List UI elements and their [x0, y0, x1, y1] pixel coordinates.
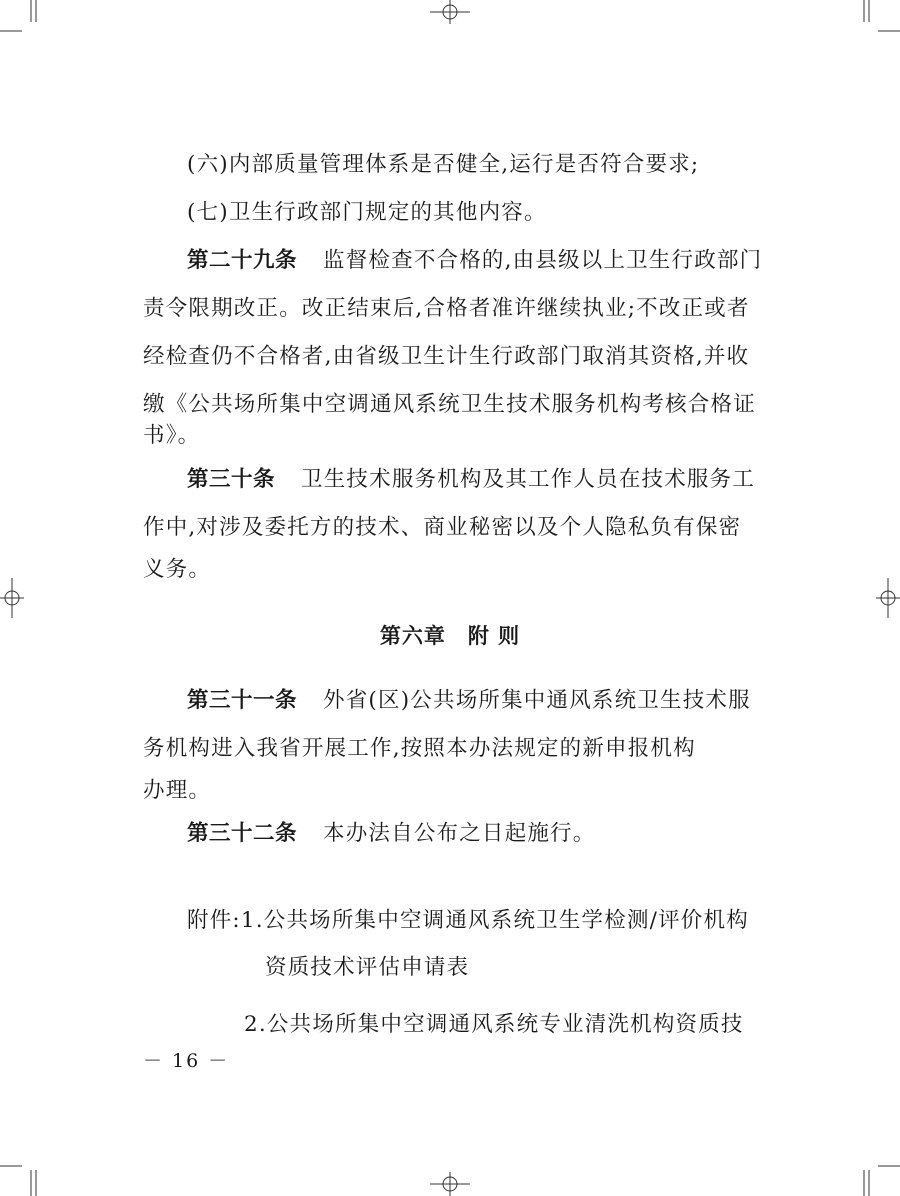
- text-line: [187, 686, 900, 716]
- line-text: 本办法自公布之日起施行。: [323, 821, 596, 846]
- text-line: [187, 906, 900, 936]
- line-text: 缴《公共场所集中空调通风系统卫生技术服务机构考核合格证: [143, 392, 756, 417]
- text-line: [143, 342, 900, 372]
- line-text: 责令限期改正。改正结束后,合格者准许继续执业;不改正或者: [143, 296, 750, 321]
- page-number: － 16 －: [143, 1050, 230, 1072]
- article-number: 第三十一条: [187, 688, 298, 713]
- text-line: [187, 150, 900, 180]
- line-text: 2.公共场所集中空调通风系统专业清洗机构资质技: [244, 1012, 744, 1037]
- text-line: [143, 390, 900, 420]
- line-text: (七)卫生行政部门规定的其他内容。: [187, 200, 547, 225]
- text-line: [187, 465, 900, 495]
- article-number: 第二十九条: [187, 248, 298, 273]
- article-number: 第三十二条: [187, 821, 298, 846]
- line-text: 书》。: [143, 423, 201, 448]
- text-line: [143, 294, 900, 324]
- text-line: [143, 421, 900, 451]
- line-text: 卫生技术服务机构及其工作人员在技术服务工: [301, 467, 756, 492]
- line-text: 附件:1.公共场所集中空调通风系统卫生学检测/评价机构: [187, 908, 749, 933]
- text-line: [143, 555, 900, 585]
- text-line: [244, 1010, 900, 1040]
- text-line: [187, 198, 900, 228]
- text-line: [265, 953, 900, 983]
- line-text: 经检查仍不合格者,由省级卫生计生行政部门取消其资格,并收: [143, 344, 750, 369]
- chapter-heading: 第六章 附 则: [379, 624, 521, 648]
- line-text: (六)内部质量管理体系是否健全,运行是否符合要求;: [187, 152, 700, 177]
- text-line: [143, 734, 900, 764]
- line-text: 务机构进入我省开展工作,按照本办法规定的新申报机构: [143, 736, 696, 761]
- line-text: 作中,对涉及委托方的技术、商业秘密以及个人隐私负有保密: [143, 515, 742, 540]
- line-text: 资质技术评估申请表: [265, 955, 470, 980]
- line-text: 办理。: [143, 778, 212, 803]
- text-line: [143, 513, 900, 543]
- text-line: [187, 246, 900, 276]
- line-text: 监督检查不合格的,由县级以上卫生行政部门: [323, 248, 763, 273]
- line-text: 外省(区)公共场所集中通风系统卫生技术服: [323, 688, 751, 713]
- text-line: [143, 776, 900, 806]
- article-number: 第三十条: [187, 467, 276, 492]
- text-line: [187, 819, 900, 849]
- line-text: 义务。: [143, 557, 212, 582]
